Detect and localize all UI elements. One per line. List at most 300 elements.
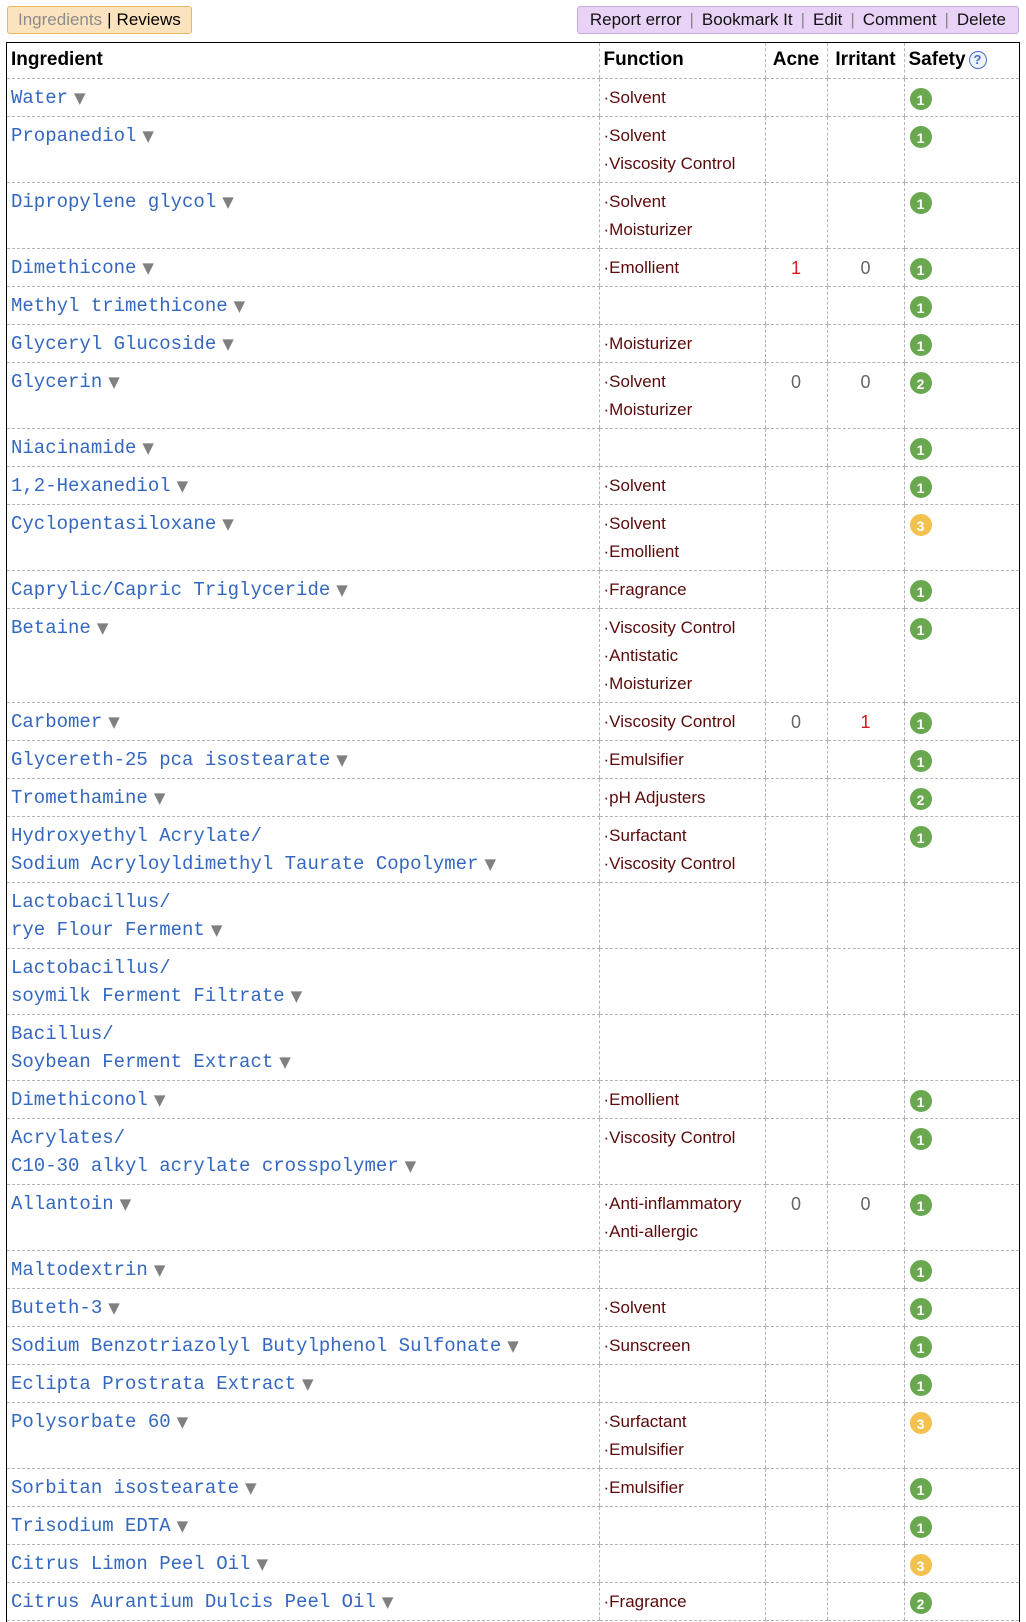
edit-link[interactable]: Edit — [813, 10, 843, 29]
ingredient-name-link[interactable]: Dimethicone — [11, 256, 137, 279]
safety-cell — [904, 1364, 1019, 1402]
dropdown-arrow-icon[interactable]: ▼ — [290, 986, 303, 1005]
table-row — [7, 1014, 1019, 1080]
ingredient-name-link[interactable]: Sorbitan isostearate — [11, 1476, 240, 1499]
function-item: ·Moisturizer — [603, 399, 693, 419]
irritant-rating — [827, 116, 904, 182]
ingredient-line — [11, 1124, 595, 1152]
ingredient-line — [11, 472, 595, 500]
table-row — [7, 1250, 1019, 1288]
dropdown-arrow-icon[interactable]: ▼ — [108, 1298, 120, 1317]
ingredient-cell — [7, 182, 599, 248]
ingredient-line — [11, 1550, 595, 1578]
function-cell — [599, 1544, 765, 1582]
ingredient-line — [11, 1474, 595, 1502]
safety-cell — [904, 1184, 1019, 1250]
ingredient-name-link[interactable]: Soybean Ferment Extract — [11, 1050, 274, 1073]
ingredient-cell — [7, 702, 599, 740]
function-item: ·Anti-inflammatory — [603, 1193, 742, 1213]
irritant-rating — [827, 1506, 904, 1544]
function-cell — [599, 1326, 765, 1364]
function-cell — [599, 1364, 765, 1402]
ingredient-cell — [7, 1118, 599, 1184]
ingredient-line — [11, 292, 595, 320]
function-cell — [599, 286, 765, 324]
ingredient-cell — [7, 778, 599, 816]
action-bar — [577, 6, 1019, 34]
bookmark-link[interactable]: Bookmark It — [701, 10, 793, 29]
ingredient-name-link[interactable]: Glycereth-25 pca isostearate — [11, 748, 331, 771]
function-cell — [599, 116, 765, 182]
function-item: ·Solvent — [603, 87, 666, 107]
function-item: ·Emulsifier — [603, 749, 684, 769]
function-cell — [599, 78, 765, 116]
dropdown-arrow-icon[interactable]: ▼ — [153, 788, 166, 807]
ingredient-line — [11, 1370, 595, 1398]
acne-rating — [765, 1402, 827, 1468]
safety-badge: 3 — [909, 1553, 933, 1577]
acne-rating — [765, 778, 827, 816]
function-item: ·Fragrance — [603, 579, 687, 599]
function-item: ·Solvent — [603, 125, 666, 145]
function-cell — [599, 608, 765, 702]
safety-badge: 1 — [909, 711, 933, 735]
safety-badge: 1 — [909, 1515, 933, 1539]
dropdown-arrow-icon[interactable]: ▼ — [222, 514, 234, 533]
table-row — [7, 1506, 1019, 1544]
ingredient-line — [11, 954, 595, 982]
acne-rating — [765, 78, 827, 116]
table-row — [7, 248, 1019, 286]
dropdown-arrow-icon[interactable]: ▼ — [256, 1554, 268, 1573]
function-item: ·Antistatic — [603, 645, 679, 665]
dropdown-arrow-icon[interactable]: ▼ — [108, 372, 120, 391]
table-row — [7, 182, 1019, 248]
dropdown-arrow-icon[interactable]: ▼ — [142, 258, 154, 277]
ingredient-name-link[interactable]: Dipropylene glycol — [11, 190, 217, 213]
ingredient-name-link[interactable]: Water — [11, 86, 69, 109]
report-error-link[interactable]: Report error — [589, 10, 682, 29]
table-row — [7, 948, 1019, 1014]
irritant-rating — [827, 570, 904, 608]
acne-rating — [765, 740, 827, 778]
ingredient-name-link[interactable]: Allantoin — [11, 1192, 114, 1215]
function-item: ·Viscosity Control — [603, 711, 736, 731]
dropdown-arrow-icon[interactable]: ▼ — [176, 1412, 189, 1431]
ingredient-cell — [7, 428, 599, 466]
table-row — [7, 504, 1019, 570]
acne-rating — [765, 1326, 827, 1364]
ingredient-name-link[interactable]: rye Flour Ferment — [11, 918, 205, 941]
safety-badge: 1 — [909, 1259, 933, 1283]
acne-rating — [765, 608, 827, 702]
ingredient-line — [11, 1588, 595, 1616]
ingredient-name-link[interactable]: Betaine — [11, 616, 91, 639]
ingredient-name-link[interactable]: Citrus Aurantium Dulcis Peel Oil — [11, 1590, 376, 1613]
table-row — [7, 608, 1019, 702]
ingredient-cell — [7, 1080, 599, 1118]
dropdown-arrow-icon[interactable]: ▼ — [142, 438, 154, 457]
ingredient-cell — [7, 1014, 599, 1080]
safety-cell — [904, 324, 1019, 362]
tab-reviews[interactable]: Reviews — [116, 10, 181, 29]
acne-rating: 0 — [765, 1184, 827, 1250]
table-row — [7, 362, 1019, 428]
ingredient-name-link[interactable]: Methyl trimethicone — [11, 294, 228, 317]
acne-rating — [765, 324, 827, 362]
acne-rating — [765, 1250, 827, 1288]
safety-badge: 1 — [909, 333, 933, 357]
ingredient-name-link[interactable]: C10-30 alkyl acrylate crosspolymer — [11, 1154, 399, 1177]
safety-cell — [904, 1506, 1019, 1544]
ingredient-cell — [7, 570, 599, 608]
view-tabs — [7, 6, 192, 34]
acne-rating — [765, 948, 827, 1014]
dropdown-arrow-icon[interactable]: ▼ — [142, 126, 154, 145]
function-cell — [599, 1506, 765, 1544]
function-item: ·Moisturizer — [603, 219, 693, 239]
ingredient-name-link[interactable]: Tromethamine — [11, 786, 148, 809]
table-row — [7, 1544, 1019, 1582]
safety-cell — [904, 504, 1019, 570]
ingredient-line — [11, 888, 595, 916]
ingredient-name-link[interactable]: Cyclopentasiloxane — [11, 512, 217, 535]
ingredient-line — [11, 822, 595, 850]
safety-cell — [904, 1326, 1019, 1364]
irritant-rating: 0 — [827, 248, 904, 286]
table-row — [7, 778, 1019, 816]
safety-badge: 2 — [909, 371, 933, 395]
dropdown-arrow-icon[interactable]: ▼ — [336, 750, 348, 769]
function-item: ·Emulsifier — [603, 1439, 684, 1459]
safety-badge: 1 — [909, 191, 933, 215]
ingredient-name-link[interactable]: Niacinamide — [11, 436, 137, 459]
safety-cell — [904, 1250, 1019, 1288]
comment-link[interactable]: Comment — [862, 10, 937, 29]
ingredient-name-link[interactable]: soymilk Ferment Filtrate — [11, 984, 285, 1007]
ingredient-cell — [7, 324, 599, 362]
safety-badge: 1 — [909, 437, 933, 461]
irritant-rating — [827, 504, 904, 570]
safety-badge: 1 — [909, 825, 933, 849]
function-cell — [599, 362, 765, 428]
dropdown-arrow-icon[interactable]: ▼ — [176, 1516, 189, 1535]
dropdown-arrow-icon[interactable]: ▼ — [210, 920, 223, 939]
function-cell — [599, 1468, 765, 1506]
ingredient-cell — [7, 1468, 599, 1506]
acne-rating — [765, 1014, 827, 1080]
safety-cell — [904, 1288, 1019, 1326]
acne-rating — [765, 286, 827, 324]
safety-cell — [904, 1468, 1019, 1506]
action-separator: | — [944, 10, 949, 29]
ingredient-name-link[interactable]: Acrylates/ — [11, 1126, 126, 1149]
function-item: ·Solvent — [603, 513, 666, 533]
irritant-rating — [827, 1326, 904, 1364]
tab-separator: | — [107, 10, 112, 29]
acne-rating — [765, 116, 827, 182]
dropdown-arrow-icon[interactable]: ▼ — [336, 580, 348, 599]
safety-cell — [904, 248, 1019, 286]
dropdown-arrow-icon[interactable]: ▼ — [96, 618, 109, 637]
ingredient-name-link[interactable]: Citrus Limon Peel Oil — [11, 1552, 251, 1575]
ingredient-cell — [7, 740, 599, 778]
irritant-rating — [827, 948, 904, 1014]
ingredient-name-link[interactable]: Maltodextrin — [11, 1258, 148, 1281]
table-row — [7, 1288, 1019, 1326]
safety-cell — [904, 1080, 1019, 1118]
column-header-function: Function — [599, 43, 765, 78]
dropdown-arrow-icon[interactable]: ▼ — [381, 1592, 394, 1611]
acne-rating — [765, 1118, 827, 1184]
ingredient-line — [11, 1332, 595, 1360]
ingredient-line — [11, 1294, 595, 1322]
table-row — [7, 78, 1019, 116]
acne-rating — [765, 1364, 827, 1402]
safety-cell — [904, 702, 1019, 740]
dropdown-arrow-icon[interactable]: ▼ — [302, 1374, 314, 1393]
dropdown-arrow-icon[interactable]: ▼ — [507, 1336, 519, 1355]
action-separator: | — [689, 10, 694, 29]
irritant-rating — [827, 1250, 904, 1288]
irritant-rating — [827, 882, 904, 948]
function-cell — [599, 1288, 765, 1326]
safety-badge: 1 — [909, 1373, 933, 1397]
function-cell — [599, 1080, 765, 1118]
ingredient-name-link[interactable]: Caprylic/Capric Triglyceride — [11, 578, 331, 601]
function-item: ·Surfactant — [603, 825, 687, 845]
ingredient-line — [11, 1020, 595, 1048]
dropdown-arrow-icon[interactable]: ▼ — [222, 192, 234, 211]
ingredient-name-link[interactable]: Eclipta Prostrata Extract — [11, 1372, 297, 1395]
ingredient-name-link[interactable]: 1,2-Hexanediol — [11, 474, 171, 497]
function-item: ·Emulsifier — [603, 1477, 684, 1497]
dropdown-arrow-icon[interactable]: ▼ — [484, 854, 497, 873]
ingredient-cell — [7, 1402, 599, 1468]
dropdown-arrow-icon[interactable]: ▼ — [279, 1052, 291, 1071]
dropdown-arrow-icon[interactable]: ▼ — [153, 1090, 166, 1109]
function-cell — [599, 324, 765, 362]
acne-rating — [765, 1288, 827, 1326]
irritant-rating: 0 — [827, 1184, 904, 1250]
safety-cell — [904, 78, 1019, 116]
ingredient-cell — [7, 1250, 599, 1288]
function-item: ·Moisturizer — [603, 333, 693, 353]
ingredient-name-link[interactable]: Lactobacillus/ — [11, 956, 171, 979]
irritant-rating — [827, 182, 904, 248]
action-separator: | — [850, 10, 855, 29]
ingredient-line — [11, 850, 595, 878]
ingredient-line — [11, 122, 595, 150]
safety-badge: 3 — [909, 513, 933, 537]
function-cell — [599, 882, 765, 948]
safety-cell — [904, 466, 1019, 504]
safety-cell — [904, 608, 1019, 702]
safety-cell — [904, 428, 1019, 466]
help-icon[interactable]: ? — [969, 51, 987, 69]
function-cell — [599, 1582, 765, 1620]
irritant-rating — [827, 466, 904, 504]
function-cell — [599, 1118, 765, 1184]
dropdown-arrow-icon[interactable]: ▼ — [153, 1260, 166, 1279]
function-item: ·Sunscreen — [603, 1335, 691, 1355]
irritant-rating — [827, 816, 904, 882]
function-cell — [599, 1250, 765, 1288]
table-row — [7, 286, 1019, 324]
ingredient-name-link[interactable]: Glycerin — [11, 370, 103, 393]
safety-cell — [904, 816, 1019, 882]
ingredient-cell — [7, 1506, 599, 1544]
safety-cell — [904, 570, 1019, 608]
safety-badge: 1 — [909, 617, 933, 641]
table-row — [7, 1364, 1019, 1402]
delete-link[interactable]: Delete — [956, 10, 1006, 29]
safety-badge: 1 — [909, 1335, 933, 1359]
function-cell — [599, 1014, 765, 1080]
safety-badge: 1 — [909, 257, 933, 281]
dropdown-arrow-icon[interactable]: ▼ — [108, 712, 120, 731]
ingredient-line — [11, 188, 595, 216]
function-item: ·Viscosity Control — [603, 1127, 736, 1147]
irritant-rating — [827, 740, 904, 778]
irritant-rating — [827, 1402, 904, 1468]
table-row — [7, 570, 1019, 608]
function-cell — [599, 428, 765, 466]
table-row — [7, 466, 1019, 504]
ingredient-name-link[interactable]: Lactobacillus/ — [11, 890, 171, 913]
ingredient-name-link[interactable]: Bacillus/ — [11, 1022, 114, 1045]
function-item: ·Viscosity Control — [603, 617, 736, 637]
safety-badge: 1 — [909, 475, 933, 499]
ingredient-cell — [7, 882, 599, 948]
function-item: ·Anti-allergic — [603, 1221, 698, 1241]
table-row — [7, 816, 1019, 882]
safety-badge: 1 — [909, 295, 933, 319]
safety-cell — [904, 1544, 1019, 1582]
column-header-ingredient: Ingredient — [7, 43, 599, 78]
ingredient-name-link[interactable]: Sodium Acryloyldimethyl Taurate Copolymer — [11, 852, 479, 875]
irritant-rating — [827, 1118, 904, 1184]
table-row — [7, 324, 1019, 362]
ingredient-line — [11, 1086, 595, 1114]
ingredient-cell — [7, 116, 599, 182]
irritant-rating — [827, 1582, 904, 1620]
ingredient-line — [11, 1256, 595, 1284]
function-cell — [599, 1184, 765, 1250]
table-row — [7, 740, 1019, 778]
ingredient-line — [11, 614, 595, 642]
function-item: ·Emollient — [603, 541, 680, 561]
function-cell — [599, 702, 765, 740]
acne-rating — [765, 466, 827, 504]
irritant-rating — [827, 1468, 904, 1506]
ingredient-name-link[interactable]: Buteth-3 — [11, 1296, 103, 1319]
top-toolbar — [0, 0, 1026, 42]
ingredient-rows — [7, 78, 1019, 1620]
dropdown-arrow-icon[interactable]: ▼ — [404, 1156, 417, 1175]
ingredient-name-link[interactable]: Hydroxyethyl Acrylate/ — [11, 824, 262, 847]
table-row — [7, 702, 1019, 740]
acne-rating — [765, 882, 827, 948]
irritant-rating — [827, 1544, 904, 1582]
ingredient-line — [11, 368, 595, 396]
function-cell — [599, 504, 765, 570]
ingredient-cell — [7, 1184, 599, 1250]
function-item: ·Solvent — [603, 475, 666, 495]
safety-label: Safety — [908, 49, 966, 71]
ingredient-line — [11, 1048, 595, 1076]
irritant-rating — [827, 1080, 904, 1118]
dropdown-arrow-icon[interactable]: ▼ — [233, 296, 246, 315]
irritant-rating — [827, 1288, 904, 1326]
ingredients-table-container — [6, 42, 1020, 1622]
irritant-rating — [827, 778, 904, 816]
irritant-rating: 1 — [827, 702, 904, 740]
ingredient-name-link[interactable]: Glyceryl Glucoside — [11, 332, 217, 355]
dropdown-arrow-icon[interactable]: ▼ — [176, 476, 189, 495]
ingredient-name-link[interactable]: Dimethiconol — [11, 1088, 148, 1111]
safety-badge: 1 — [909, 1297, 933, 1321]
ingredient-name-link[interactable]: Sodium Benzotriazolyl Butylphenol Sulfonate — [11, 1334, 502, 1357]
safety-badge: 1 — [909, 1089, 933, 1113]
irritant-rating — [827, 608, 904, 702]
acne-rating — [765, 570, 827, 608]
function-cell — [599, 182, 765, 248]
dropdown-arrow-icon[interactable]: ▼ — [222, 334, 234, 353]
acne-rating — [765, 816, 827, 882]
function-item: ·Surfactant — [603, 1411, 687, 1431]
table-row — [7, 1326, 1019, 1364]
table-row — [7, 1184, 1019, 1250]
ingredient-line — [11, 746, 595, 774]
ingredient-line — [11, 434, 595, 462]
ingredient-line — [11, 982, 595, 1010]
ingredient-name-link[interactable]: Propanediol — [11, 124, 137, 147]
dropdown-arrow-icon[interactable]: ▼ — [119, 1194, 132, 1213]
safety-badge: 1 — [909, 125, 933, 149]
ingredient-name-link[interactable]: Polysorbate 60 — [11, 1410, 171, 1433]
ingredient-line — [11, 784, 595, 812]
function-item: ·Fragrance — [603, 1591, 687, 1611]
safety-badge: 2 — [909, 787, 933, 811]
acne-rating: 1 — [765, 248, 827, 286]
function-cell — [599, 1402, 765, 1468]
irritant-rating: 0 — [827, 362, 904, 428]
ingredient-line — [11, 576, 595, 604]
safety-badge: 3 — [909, 1411, 933, 1435]
safety-cell — [904, 778, 1019, 816]
dropdown-arrow-icon[interactable]: ▼ — [245, 1478, 257, 1497]
ingredient-name-link[interactable]: Trisodium EDTA — [11, 1514, 171, 1537]
safety-cell — [904, 116, 1019, 182]
table-row — [7, 428, 1019, 466]
function-item: ·Solvent — [603, 1297, 666, 1317]
ingredient-cell — [7, 78, 599, 116]
table-row — [7, 1118, 1019, 1184]
tab-ingredients[interactable]: Ingredients — [18, 10, 103, 29]
function-item: ·Solvent — [603, 371, 666, 391]
dropdown-arrow-icon[interactable]: ▼ — [74, 88, 86, 107]
safety-badge: 1 — [909, 749, 933, 773]
function-item: ·Viscosity Control — [603, 853, 736, 873]
function-cell — [599, 778, 765, 816]
safety-badge: 1 — [909, 579, 933, 603]
safety-badge: 1 — [909, 1193, 933, 1217]
function-cell — [599, 948, 765, 1014]
ingredient-name-link[interactable]: Carbomer — [11, 710, 103, 733]
column-header-irritant: Irritant — [827, 43, 904, 78]
ingredient-line — [11, 84, 595, 112]
